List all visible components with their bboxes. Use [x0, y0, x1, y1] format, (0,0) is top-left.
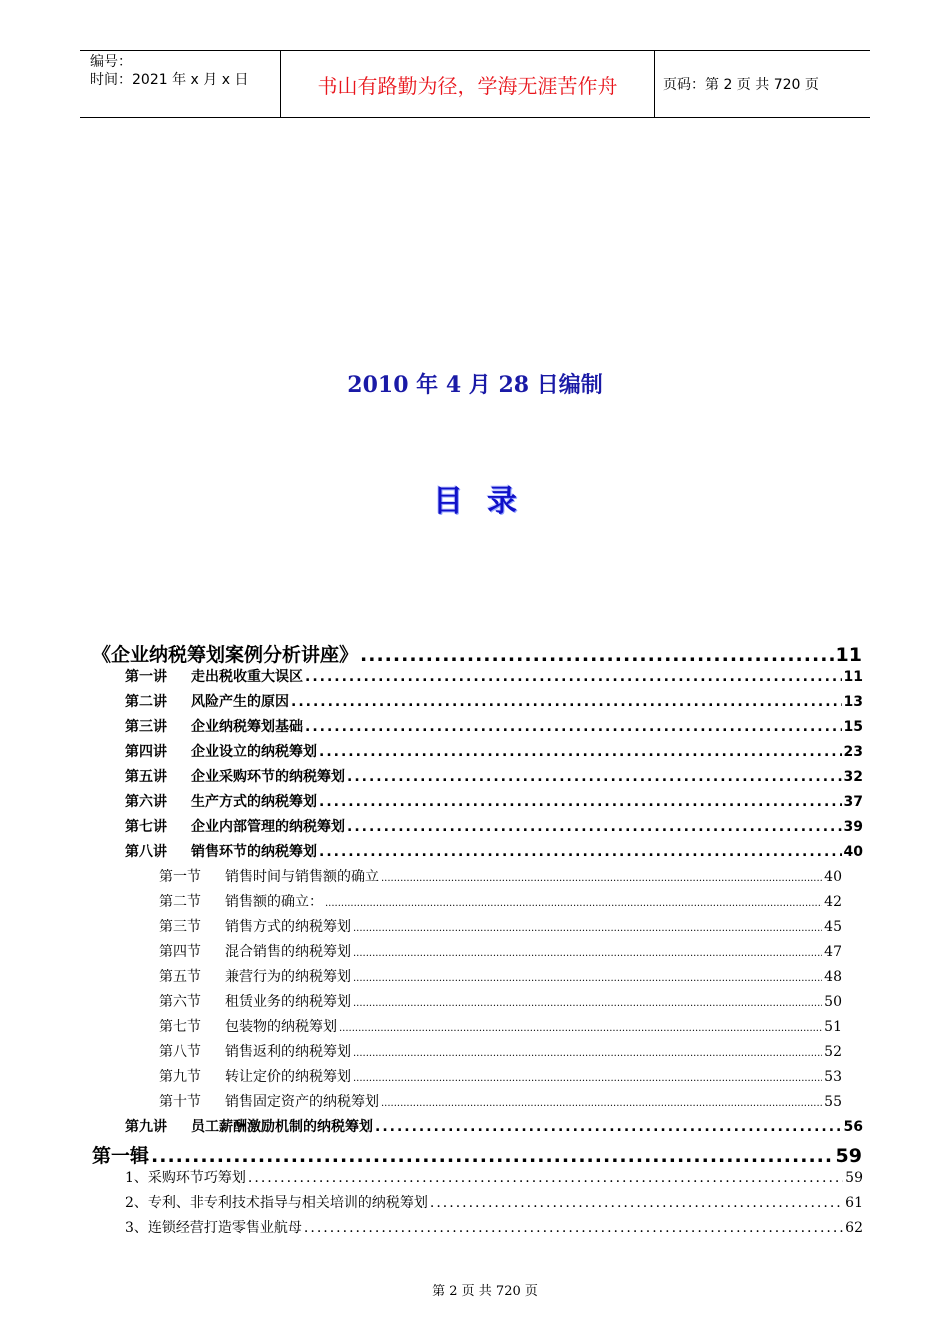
toc-entry-page: 37 — [843, 794, 863, 810]
toc-entry-title: 企业采购环节的纳税筹划 — [191, 769, 345, 785]
toc-entry-lecture[interactable] — [92, 666, 863, 691]
toc-entry-title: 销售固定资产的纳税筹划 — [225, 1094, 379, 1110]
toc-entry-page: 50 — [824, 994, 842, 1010]
table-of-contents — [92, 640, 862, 1242]
toc-entry-page: 53 — [824, 1069, 842, 1085]
toc-leader — [325, 894, 822, 910]
toc-entry-page: 11 — [843, 669, 863, 685]
toc-entry-text — [125, 841, 317, 861]
toc-entry-page: 42 — [824, 894, 842, 910]
toc-entry-text — [159, 1091, 379, 1111]
toc-entry-page: 59 — [845, 1170, 863, 1186]
toc-entry-lecture[interactable] — [92, 841, 863, 866]
toc-entry-num: 第十节 — [159, 1094, 201, 1110]
toc-entry-num: 第六讲 — [125, 794, 167, 810]
toc-entry-lecture[interactable] — [92, 716, 863, 741]
time-label: 时间：2021 年 x 月 x 日 — [90, 72, 249, 88]
toc-entry-text — [125, 766, 345, 786]
toc-entry-title: 风险产生的原因 — [191, 694, 289, 710]
toc-entry-text — [125, 791, 317, 811]
toc-leader — [291, 694, 842, 710]
toc-entry-text — [125, 1167, 246, 1187]
toc-entry-page: 62 — [845, 1220, 863, 1236]
toc-entry-title: 销售时间与销售额的确立 — [225, 869, 379, 885]
toc-entry-section[interactable] — [92, 991, 842, 1016]
toc-entry-item[interactable] — [92, 1192, 863, 1217]
toc-entry-page: 55 — [824, 1094, 842, 1110]
toc-entry-text — [159, 966, 351, 986]
toc-leader — [319, 744, 842, 760]
toc-entry-lecture[interactable] — [92, 766, 863, 791]
toc-entry-section[interactable] — [92, 966, 842, 991]
toc-entry-title: 销售环节的纳税筹划 — [191, 844, 317, 860]
toc-leader — [305, 669, 842, 685]
toc-entry-section[interactable] — [92, 1041, 842, 1066]
header-meta — [80, 51, 281, 117]
toc-entry-title: 混合销售的纳税筹划 — [225, 944, 351, 960]
toc-leader — [347, 819, 842, 835]
toc-entry-num: 第二讲 — [125, 694, 167, 710]
toc-entry-page: 59 — [835, 1145, 862, 1167]
toc-leader — [375, 1119, 842, 1135]
toc-entry-title: 企业设立的纳税筹划 — [191, 744, 317, 760]
toc-entry-text — [125, 666, 303, 686]
toc-entry-text — [159, 916, 351, 936]
toc-entry-num: 第九节 — [159, 1069, 201, 1085]
toc-entry-num: 第八节 — [159, 1044, 201, 1060]
toc-leader — [319, 844, 842, 860]
toc-entry-title: 第一辑 — [92, 1145, 150, 1167]
toc-leader — [381, 869, 822, 885]
toc-entry-text — [125, 741, 317, 761]
toc-entry-page: 45 — [824, 919, 842, 935]
toc-entry-section[interactable] — [92, 1066, 842, 1091]
toc-entry-item[interactable] — [92, 1167, 863, 1192]
compile-date: 2010 年 4 月 28 日编制 — [347, 372, 603, 398]
toc-entry-page: 48 — [824, 969, 842, 985]
toc-entry-num: 第五节 — [159, 969, 201, 985]
toc-entry-num: 第五讲 — [125, 769, 167, 785]
toc-entry-lecture[interactable] — [92, 691, 863, 716]
toc-leader — [353, 1044, 822, 1060]
toc-entry-page: 32 — [843, 769, 863, 785]
toc-entry-section[interactable] — [92, 891, 842, 916]
toc-leader — [319, 794, 842, 810]
toc-entry-part1[interactable] — [92, 640, 862, 666]
toc-entry-num: 第四节 — [159, 944, 201, 960]
toc-entry-title: 销售返利的纳税筹划 — [225, 1044, 351, 1060]
toc-entry-lecture[interactable] — [92, 791, 863, 816]
toc-leader — [151, 1145, 834, 1167]
toc-entry-text — [159, 866, 379, 886]
toc-entry-text — [125, 816, 345, 836]
toc-entry-text — [159, 1041, 351, 1061]
toc-entry-lecture[interactable] — [92, 741, 863, 766]
header-motto: 书山有路勤为径，学海无涯苦作舟 — [281, 51, 655, 117]
toc-entry-section[interactable] — [92, 916, 842, 941]
toc-entry-page: 40 — [843, 844, 863, 860]
toc-entry-lecture9[interactable] — [92, 1116, 863, 1141]
toc-entry-num: 第一讲 — [125, 669, 167, 685]
toc-entry-num: 第四讲 — [125, 744, 167, 760]
toc-leader — [347, 769, 842, 785]
number-label: 编号： — [90, 54, 132, 70]
toc-entry-section[interactable] — [92, 941, 842, 966]
page-footer: 第 2 页 共 720 页 — [432, 1284, 538, 1299]
toc-leader — [248, 1170, 843, 1186]
toc-entry-text — [159, 991, 351, 1011]
toc-entry-text — [125, 1192, 428, 1212]
toc-entry-num: 第八讲 — [125, 844, 167, 860]
toc-leader — [305, 719, 842, 735]
page-header — [80, 50, 870, 118]
toc-leader — [353, 969, 822, 985]
toc-entry-page: 61 — [845, 1195, 863, 1211]
toc-entry-page: 47 — [824, 944, 842, 960]
toc-entry-title: 销售额的确立： — [225, 894, 323, 910]
toc-entry-title: 员工薪酬激励机制的纳税筹划 — [191, 1119, 373, 1135]
toc-entry-text — [125, 691, 289, 711]
toc-entry-title: 企业纳税筹划基础 — [191, 719, 303, 735]
toc-entry-part2[interactable] — [92, 1141, 862, 1167]
toc-leader — [353, 994, 822, 1010]
toc-entry-page: 39 — [843, 819, 863, 835]
toc-leader — [360, 644, 834, 666]
toc-entry-text — [159, 891, 323, 911]
toc-entry-title: 生产方式的纳税筹划 — [191, 794, 317, 810]
toc-entry-page: 13 — [843, 694, 863, 710]
toc-leader — [353, 944, 822, 960]
toc-entry-text — [159, 941, 351, 961]
toc-entry-item[interactable] — [92, 1217, 863, 1242]
toc-entry-page: 52 — [824, 1044, 842, 1060]
toc-entry-section[interactable] — [92, 1016, 842, 1041]
toc-entry-num: 第六节 — [159, 994, 201, 1010]
toc-entry-page: 15 — [843, 719, 863, 735]
toc-leader — [430, 1195, 843, 1211]
toc-entry-title: 转让定价的纳税筹划 — [225, 1069, 351, 1085]
toc-entry-title: 2、专利、非专利技术指导与相关培训的纳税筹划 — [125, 1195, 428, 1211]
toc-entry-num: 第二节 — [159, 894, 201, 910]
toc-entry-num: 第七讲 — [125, 819, 167, 835]
toc-entry-title: 《企业纳税筹划案例分析讲座》 — [92, 644, 359, 666]
toc-entry-page: 51 — [824, 1019, 842, 1035]
toc-entry-title: 租赁业务的纳税筹划 — [225, 994, 351, 1010]
toc-entry-title: 走出税收重大误区 — [191, 669, 303, 685]
toc-leader — [339, 1019, 822, 1035]
toc-entry-text — [125, 1217, 302, 1237]
toc-entry-section[interactable] — [92, 866, 842, 891]
toc-entry-num: 第三节 — [159, 919, 201, 935]
toc-entry-title: 企业内部管理的纳税筹划 — [191, 819, 345, 835]
toc-leader — [381, 1094, 822, 1110]
toc-entry-page: 11 — [835, 644, 862, 666]
toc-entry-lecture[interactable] — [92, 816, 863, 841]
toc-entry-title: 兼营行为的纳税筹划 — [225, 969, 351, 985]
toc-entry-num: 第三讲 — [125, 719, 167, 735]
toc-entry-text — [125, 716, 303, 736]
toc-leader — [304, 1220, 843, 1236]
toc-entry-title: 1、采购环节巧筹划 — [125, 1170, 246, 1186]
toc-entry-title: 销售方式的纳税筹划 — [225, 919, 351, 935]
toc-entry-text — [159, 1066, 351, 1086]
toc-entry-page: 23 — [843, 744, 863, 760]
toc-entry-page: 56 — [843, 1119, 863, 1135]
toc-entry-section[interactable] — [92, 1091, 842, 1116]
toc-entry-title: 3、连锁经营打造零售业航母 — [125, 1220, 302, 1236]
toc-title: 目录 — [433, 484, 541, 519]
toc-entry-num: 第九讲 — [125, 1119, 167, 1135]
toc-entry-num: 第一节 — [159, 869, 201, 885]
toc-entry-num: 第七节 — [159, 1019, 201, 1035]
toc-entry-text — [159, 1016, 337, 1036]
toc-leader — [353, 1069, 822, 1085]
toc-leader — [353, 919, 822, 935]
toc-entry-title: 包装物的纳税筹划 — [225, 1019, 337, 1035]
header-page-info: 页码：第 2 页 共 720 页 — [663, 77, 819, 93]
toc-entry-page: 40 — [824, 869, 842, 885]
